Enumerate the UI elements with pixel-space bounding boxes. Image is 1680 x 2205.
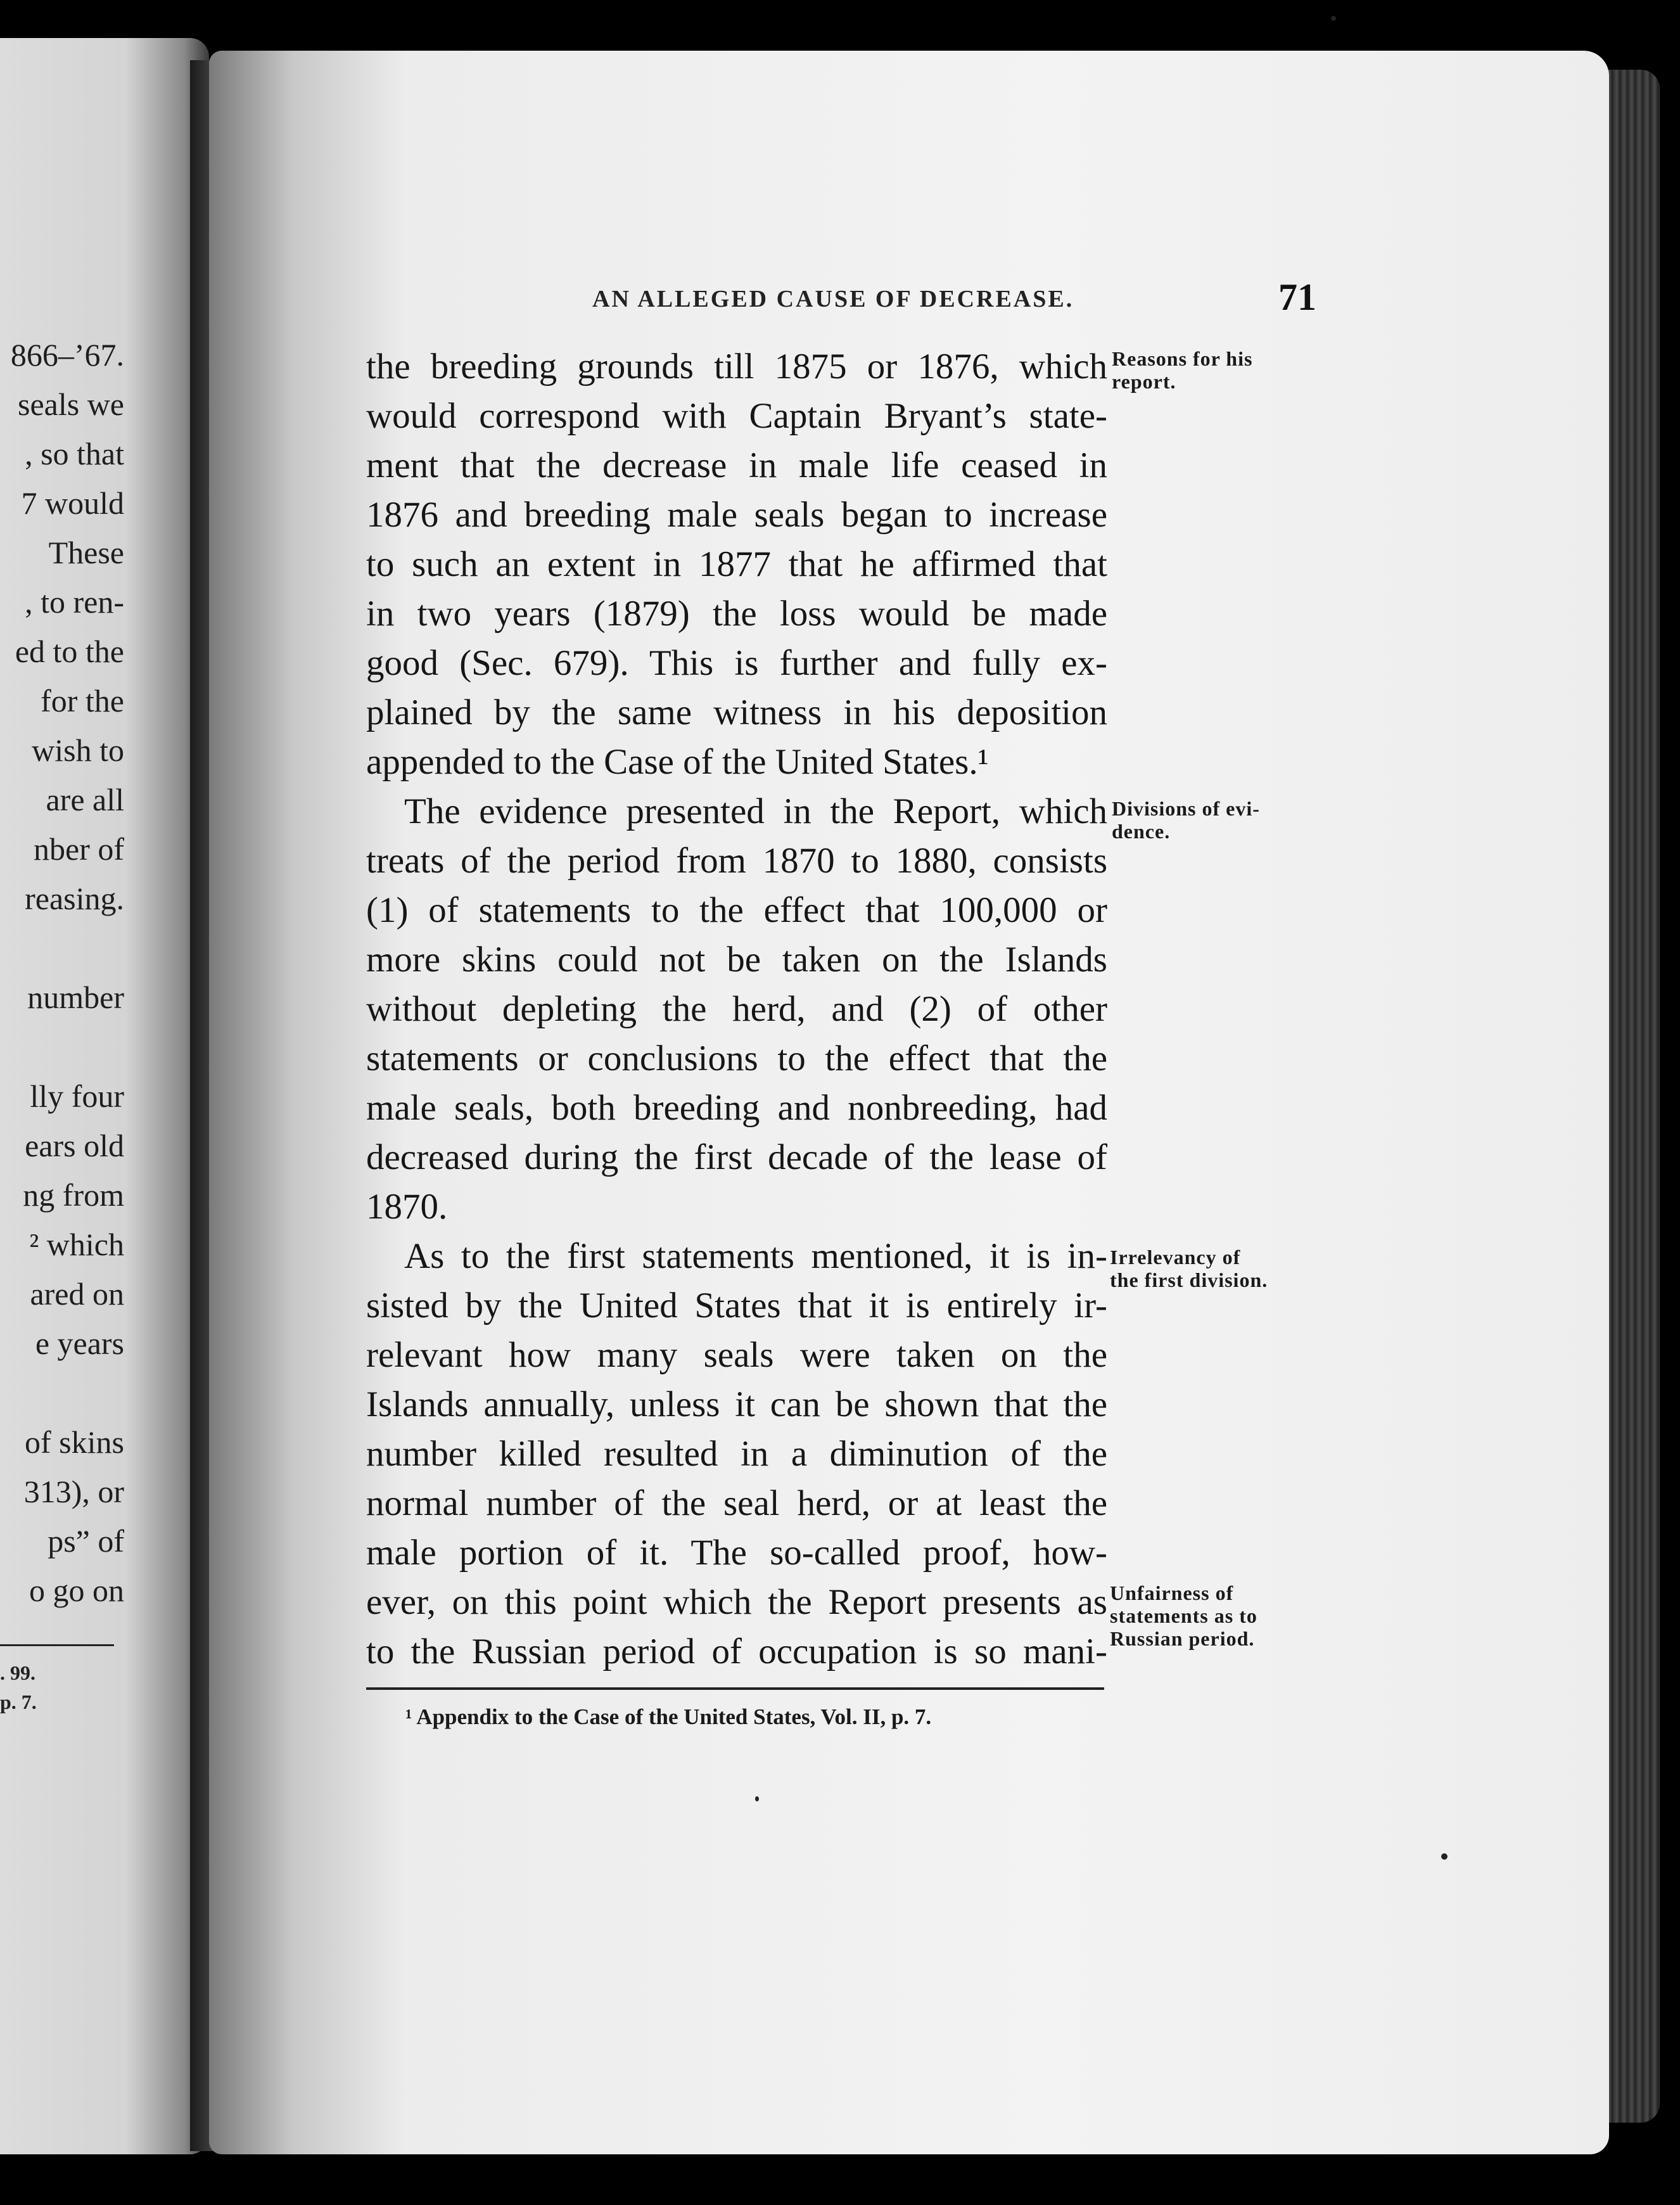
- facing-page-line: seals we: [18, 387, 124, 422]
- facing-page-line: o go on: [29, 1573, 124, 1608]
- side-note-reasons: Reasons for his report.: [1112, 347, 1253, 393]
- body-line: sisted by the United States that it is entirely ir-: [366, 1286, 1107, 1326]
- facing-page-line: wish to: [32, 732, 124, 768]
- body-line: appended to the Case of the United States.¹: [366, 742, 989, 782]
- facing-page-line: 313), or: [23, 1474, 124, 1509]
- facing-page-line: number: [27, 980, 124, 1015]
- body-line: 1870.: [366, 1187, 448, 1227]
- ink-speck: [1331, 16, 1336, 21]
- body-line: statements or conclusions to the effect that the: [366, 1039, 1107, 1078]
- body-line: male seals, both breeding and nonbreeding, had: [366, 1088, 1107, 1128]
- running-head: AN ALLEGED CAUSE OF DECREASE.: [592, 286, 1074, 312]
- body-line: would correspond with Captain Bryant’s state-: [366, 396, 1107, 436]
- facing-page-line: of skins: [25, 1424, 124, 1460]
- facing-page-line: reasing.: [25, 881, 124, 916]
- body-line: ever, on this point which the Report presents as: [366, 1582, 1107, 1622]
- body-line: The evidence presented in the Report, which: [404, 791, 1107, 831]
- facing-page-footnote-rule: [0, 1644, 114, 1646]
- facing-page-line: 866–’67.: [10, 337, 124, 373]
- body-line: plained by the same witness in his deposition: [366, 693, 1107, 732]
- body-line: 1876 and breeding male seals began to increase: [366, 495, 1107, 535]
- body-line: (1) of statements to the effect that 100,000 or: [366, 890, 1107, 930]
- facing-page-footnote: . 99.: [0, 1661, 35, 1684]
- facing-page-line: These: [48, 535, 124, 570]
- facing-page-line: ared on: [30, 1276, 124, 1312]
- body-line: Islands annually, unless it can be shown that the: [366, 1384, 1107, 1424]
- ink-speck: [1441, 1853, 1448, 1860]
- body-line: treats of the period from 1870 to 1880, consists: [366, 841, 1107, 881]
- side-note-unfairness: Unfairness of statements as to Russian period.: [1110, 1582, 1257, 1650]
- facing-page-line: ng from: [23, 1177, 124, 1213]
- footnote-rule: [366, 1687, 1104, 1690]
- facing-page-line: for the: [41, 683, 124, 719]
- facing-page-footnote: p. 7.: [0, 1690, 37, 1713]
- facing-page-line: lly four: [30, 1078, 124, 1114]
- facing-page-line: ² which: [29, 1227, 124, 1262]
- body-line: As to the first statements mentioned, it is in-: [404, 1236, 1107, 1276]
- body-line: ment that the decrease in male life ceased in: [366, 445, 1107, 485]
- body-line: without depleting the herd, and (2) of other: [366, 989, 1107, 1029]
- body-line: in two years (1879) the loss would be made: [366, 594, 1107, 634]
- body-line: more skins could not be taken on the Islands: [366, 940, 1107, 980]
- facing-page-line: nber of: [34, 831, 124, 867]
- side-note-irrelevancy: Irrelevancy of the first division.: [1110, 1246, 1268, 1291]
- footnote: ¹ Appendix to the Case of the United States, Vol. II, p. 7.: [405, 1704, 932, 1729]
- ink-speck: [755, 1796, 759, 1801]
- facing-page-line: ears old: [25, 1128, 124, 1163]
- facing-page-line: e years: [35, 1326, 124, 1361]
- facing-page-line: 7 would: [21, 485, 124, 521]
- facing-page-line: , so that: [25, 436, 124, 471]
- page-number: 71: [1278, 276, 1316, 318]
- body-line: the breeding grounds till 1875 or 1876, which: [366, 347, 1107, 387]
- facing-page-line: ps” of: [48, 1523, 124, 1559]
- facing-page: [0, 38, 209, 2154]
- body-line: number killed resulted in a diminution of the: [366, 1434, 1107, 1474]
- body-line: normal number of the seal herd, or at least the: [366, 1483, 1107, 1523]
- body-line: male portion of it. The so-called proof, how-: [366, 1533, 1107, 1573]
- facing-page-line: ed to the: [15, 634, 124, 669]
- side-note-divisions: Divisions of evi- dence.: [1112, 797, 1260, 843]
- body-line: to the Russian period of occupation is so mani-: [366, 1632, 1107, 1671]
- body-line: relevant how many seals were taken on the: [366, 1335, 1107, 1375]
- body-line: decreased during the first decade of the lease of: [366, 1137, 1107, 1177]
- facing-page-line: are all: [46, 782, 124, 817]
- body-line: good (Sec. 679). This is further and fully ex-: [366, 643, 1107, 683]
- body-line: to such an extent in 1877 that he affirmed that: [366, 544, 1107, 584]
- facing-page-line: , to ren-: [25, 584, 124, 620]
